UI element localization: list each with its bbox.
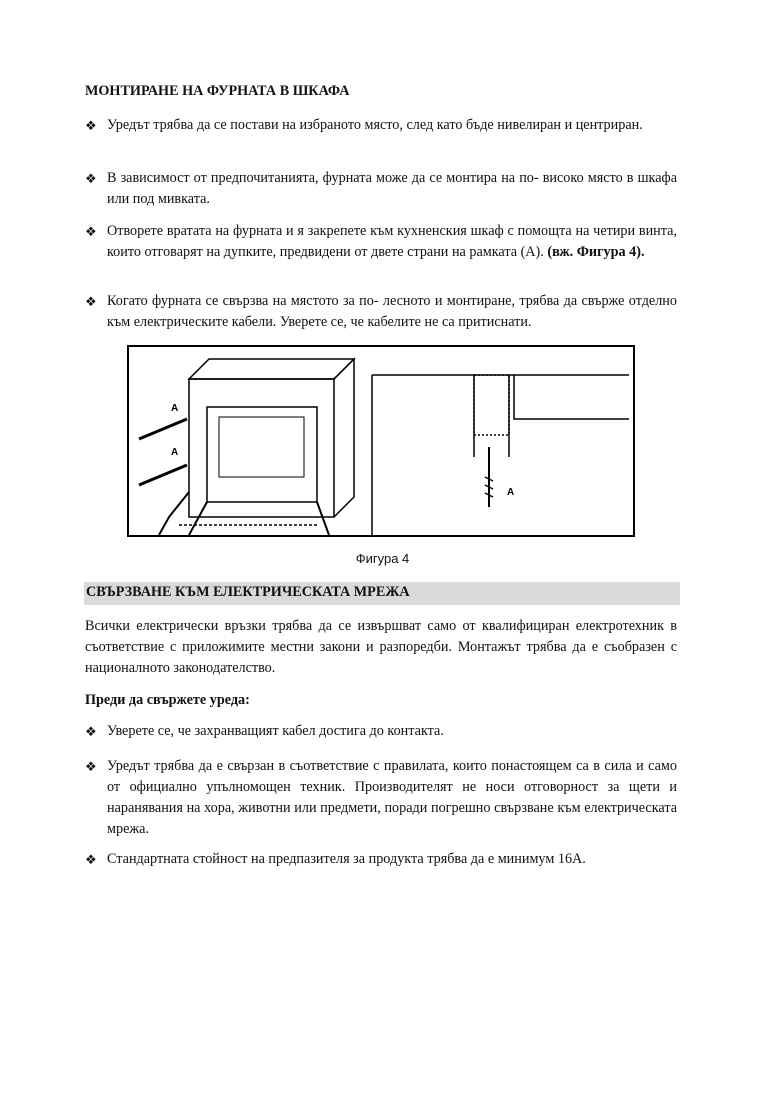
bullet-diamond-icon: ❖ xyxy=(85,759,97,774)
list-item: ❖ Отворете вратата на фурната и я закрепете към кухненския шкаф с помощта на четири винта, които отговарят на дупките, предвидени от двете страни на рамката (А). (вж. Фигура 4). xyxy=(85,223,677,260)
list-item: ❖ Уверете се, че захранващият кабел достига до контакта. xyxy=(85,721,677,742)
bullet-diamond-icon: ❖ xyxy=(85,224,97,239)
figure-4-illustration xyxy=(127,345,635,537)
subheading-before-connecting: Преди да свържете уреда: xyxy=(85,692,250,708)
oven-installation-drawing xyxy=(129,347,633,535)
figure-reference: (вж. Фигура 4). xyxy=(547,244,645,260)
label-a: A xyxy=(507,487,515,498)
list-item: ❖ Когато фурната се свързва на мястото за по- лесното и монтиране, трябва да свърже отделно към електрическите кабели. Уверете се, че кабелите не са притиснати. xyxy=(85,293,677,330)
bullet-diamond-icon: ❖ xyxy=(85,294,97,309)
section-heading-installation: МОНТИРАНЕ НА ФУРНАТА В ШКАФА xyxy=(85,83,350,99)
section-heading-electrical: СВЪРЗВАНЕ КЪМ ЕЛЕКТРИЧЕСКАТА МРЕЖА xyxy=(86,584,410,600)
section-heading-bar xyxy=(84,582,680,605)
list-item: ❖ Уредът трябва да е свързан в съответствие с правилата, които понастоящем са в сила и само от официално упълномощен техник. Производителят не носи отговорност за щети и наранявания на хора, животни или предмети, поради погрешно свързване към електрическата мрежа. xyxy=(85,758,677,837)
paragraph-electrical: Всички електрически връзки трябва да се извършват само от квалифициран електротехник в съответствие с приложимите местни закони и разпоредби. Монтажът трябва да е съобразен с националното законодателство. xyxy=(85,618,677,676)
bullet-diamond-icon: ❖ xyxy=(85,118,97,133)
label-a: A xyxy=(171,403,179,414)
list-item: ❖ Уредът трябва да се постави на избраното място, след като бъде нивелиран и центриран. xyxy=(85,115,677,136)
list-item: ❖ В зависимост от предпочитанията, фурната може да се монтира на по- високо място в шкафа или под мивката. xyxy=(85,170,677,207)
bullet-diamond-icon: ❖ xyxy=(85,724,97,739)
bullet-diamond-icon: ❖ xyxy=(85,852,97,867)
label-a: A xyxy=(171,447,179,458)
list-item: ❖ Стандартната стойност на предпазителя за продукта трябва да е минимум 16А. xyxy=(85,849,677,870)
figure-caption: Фигура 4 xyxy=(355,551,410,566)
bullet-diamond-icon: ❖ xyxy=(85,171,97,186)
